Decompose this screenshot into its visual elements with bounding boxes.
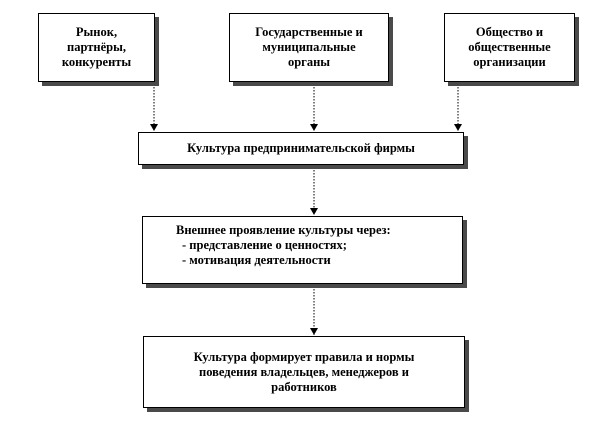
box-line: Культура предпринимательской фирмы — [187, 141, 415, 155]
box-line: муниципальные — [262, 40, 356, 54]
box-title: Внешнее проявление культуры через: — [176, 223, 391, 237]
external-manifestation-box — [142, 216, 463, 284]
box-line: Общество и — [475, 25, 544, 39]
government-bodies-box — [229, 13, 389, 82]
society-organizations-box — [444, 13, 575, 82]
box-line: работников — [271, 379, 337, 394]
box-list-item: - представление о ценностях; — [182, 238, 347, 252]
norms-formation-box — [143, 336, 465, 408]
box-line: Государственные и — [255, 25, 363, 39]
box-line: конкуренты — [61, 55, 132, 69]
box-line: организации — [473, 55, 546, 69]
market-partners-box — [38, 13, 155, 82]
box-line: поведения владельцев, менеджеров и — [199, 364, 409, 379]
box-list-item: - мотивация деятельности — [182, 253, 331, 267]
box-line: Культура формирует правила и нормы — [193, 349, 415, 364]
box-line: органы — [287, 55, 331, 69]
enterprise-culture-box — [138, 132, 464, 165]
box-line: общественные — [468, 40, 551, 54]
box-line: Рынок, — [75, 25, 118, 39]
box-line: партнёры, — [67, 40, 126, 54]
